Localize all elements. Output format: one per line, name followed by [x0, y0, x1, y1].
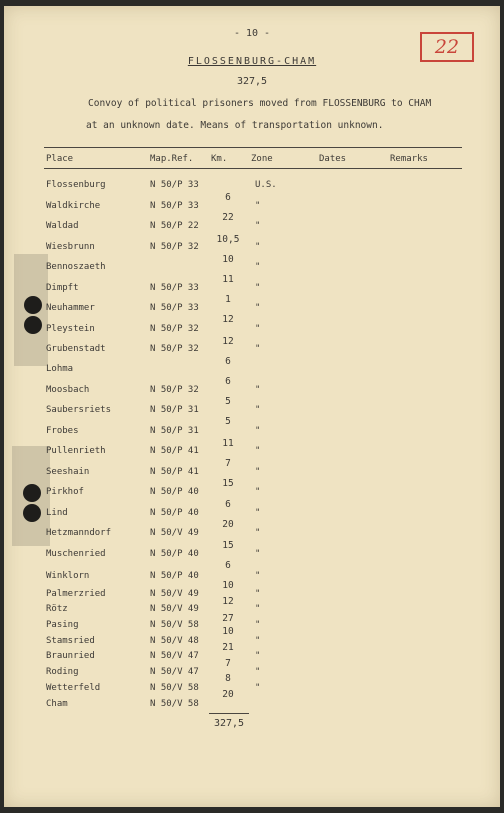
map-reference: N 50/V 47 [150, 651, 199, 661]
place-name: Wiesbrunn [46, 242, 95, 252]
map-reference: N 50/V 49 [150, 604, 199, 614]
zone-value: " [255, 508, 261, 518]
km-segment: 1 [225, 294, 231, 305]
total-km: 327,5 [213, 718, 245, 729]
zone-value: " [255, 620, 261, 630]
place-name: Pirkhof [46, 487, 84, 497]
document-title: FLOSSENBURG-CHAM [187, 56, 317, 67]
place-name: Muschenried [46, 549, 106, 559]
zone-value: " [255, 324, 261, 334]
place-name: Bennoszaeth [46, 262, 106, 272]
km-segment: 11 [222, 274, 234, 285]
km-segment: 20 [222, 689, 234, 700]
place-name: Cham [46, 699, 68, 709]
zone-value: " [255, 426, 261, 436]
zone-value: " [255, 221, 261, 231]
place-name: Waldkirche [46, 201, 101, 211]
place-name: Rötz [46, 604, 68, 614]
place-name: Pullenrieth [46, 446, 106, 456]
zone-value: " [255, 683, 261, 693]
map-reference: N 50/V 47 [150, 667, 199, 677]
map-reference: N 50/P 40 [150, 508, 199, 518]
zone-value: " [255, 487, 261, 497]
map-reference: N 50/V 49 [150, 589, 199, 599]
convoy-code: 327,5 [236, 76, 268, 87]
place-name: Lohma [46, 364, 74, 374]
zone-value: " [255, 385, 261, 395]
punch-hole [24, 296, 42, 314]
km-segment: 27 [222, 613, 234, 624]
header-remarks: Remarks [390, 154, 428, 164]
km-segment: 10 [222, 254, 234, 265]
punch-hole [23, 504, 41, 522]
km-segment: 5 [225, 396, 231, 407]
zone-value: " [255, 571, 261, 581]
zone-value: " [255, 283, 261, 293]
place-name: Braunried [46, 651, 95, 661]
km-segment: 5 [225, 416, 231, 427]
header-map-ref: Map.Ref. [150, 154, 194, 164]
zone-value: " [255, 667, 261, 677]
km-segment: 12 [222, 596, 234, 607]
map-reference: N 50/P 33 [150, 201, 199, 211]
map-reference: N 50/P 32 [150, 242, 199, 252]
zone-value: " [255, 467, 261, 477]
zone-value: U.S. [255, 180, 277, 190]
map-reference: N 50/V 58 [150, 683, 199, 693]
km-segment: 15 [222, 478, 234, 489]
km-segment: 8 [225, 673, 231, 684]
zone-value: " [255, 405, 261, 415]
header-rule-bottom [44, 168, 462, 169]
km-segment: 6 [225, 499, 231, 510]
km-segment: 6 [225, 376, 231, 387]
zone-value: " [255, 528, 261, 538]
km-segment: 21 [222, 642, 234, 653]
place-name: Hetzmanndorf [46, 528, 112, 538]
map-reference: N 50/P 22 [150, 221, 199, 231]
place-name: Dimpft [46, 283, 79, 293]
header-dates: Dates [319, 154, 347, 164]
zone-value: " [255, 242, 261, 252]
place-name: Frobes [46, 426, 79, 436]
place-name: Pleystein [46, 324, 95, 334]
map-reference: N 50/V 49 [150, 528, 199, 538]
map-reference: N 50/P 32 [150, 344, 199, 354]
place-name: Grubenstadt [46, 344, 106, 354]
km-segment: 6 [225, 356, 231, 367]
header-place: Place [46, 154, 74, 164]
km-segment: 20 [222, 519, 234, 530]
map-reference: N 50/P 41 [150, 467, 199, 477]
km-segment: 10 [222, 580, 234, 591]
map-reference: N 50/P 33 [150, 283, 199, 293]
map-reference: N 50/P 41 [150, 446, 199, 456]
km-segment: 6 [225, 192, 231, 203]
km-segment: 10 [222, 626, 234, 637]
place-name: Saubersriets [46, 405, 112, 415]
place-name: Palmerzried [46, 589, 106, 599]
map-reference: N 50/P 31 [150, 426, 199, 436]
place-name: Roding [46, 667, 79, 677]
description-line-2: at an unknown date. Means of transportation unknown. [86, 120, 384, 131]
description-line-1: Convoy of political prisoners moved from FLOSSENBURG to CHAM [88, 98, 432, 109]
zone-value: " [255, 446, 261, 456]
km-segment: 15 [222, 540, 234, 551]
zone-value: " [255, 636, 261, 646]
map-reference: N 50/P 40 [150, 549, 199, 559]
zone-value: " [255, 344, 261, 354]
header-zone: Zone [251, 154, 273, 164]
zone-value: " [255, 651, 261, 661]
km-segment: 10,5 [216, 234, 240, 245]
place-name: Stamsried [46, 636, 95, 646]
place-name: Flossenburg [46, 180, 106, 190]
punch-hole [23, 484, 41, 502]
zone-value: " [255, 604, 261, 614]
place-name: Wetterfeld [46, 683, 101, 693]
km-segment: 11 [222, 438, 234, 449]
zone-value: " [255, 549, 261, 559]
map-reference: N 50/P 33 [150, 180, 199, 190]
total-rule [209, 713, 249, 714]
punch-hole [24, 316, 42, 334]
map-reference: N 50/P 33 [150, 303, 199, 313]
page-number: - 10 - [233, 28, 271, 39]
zone-value: " [255, 303, 261, 313]
km-segment: 7 [225, 658, 231, 669]
header-rule-top [44, 147, 462, 148]
zone-value: " [255, 589, 261, 599]
place-name: Waldad [46, 221, 79, 231]
map-reference: N 50/P 32 [150, 385, 199, 395]
place-name: Winklorn [46, 571, 90, 581]
map-reference: N 50/V 58 [150, 699, 199, 709]
place-name: Lind [46, 508, 68, 518]
map-reference: N 50/V 48 [150, 636, 199, 646]
zone-value: " [255, 262, 261, 272]
zone-value: " [255, 201, 261, 211]
map-reference: N 50/V 58 [150, 620, 199, 630]
map-reference: N 50/P 32 [150, 324, 199, 334]
place-name: Pasing [46, 620, 79, 630]
km-segment: 6 [225, 560, 231, 571]
place-name: Neuhammer [46, 303, 95, 313]
place-name: Seeshain [46, 467, 90, 477]
document-page [4, 6, 500, 807]
map-reference: N 50/P 40 [150, 487, 199, 497]
km-segment: 22 [222, 212, 234, 223]
page-stamp: 22 [420, 32, 474, 62]
map-reference: N 50/P 31 [150, 405, 199, 415]
place-name: Moosbach [46, 385, 90, 395]
km-segment: 12 [222, 336, 234, 347]
map-reference: N 50/P 40 [150, 571, 199, 581]
km-segment: 7 [225, 458, 231, 469]
km-segment: 12 [222, 314, 234, 325]
header-km: Km. [211, 154, 228, 164]
